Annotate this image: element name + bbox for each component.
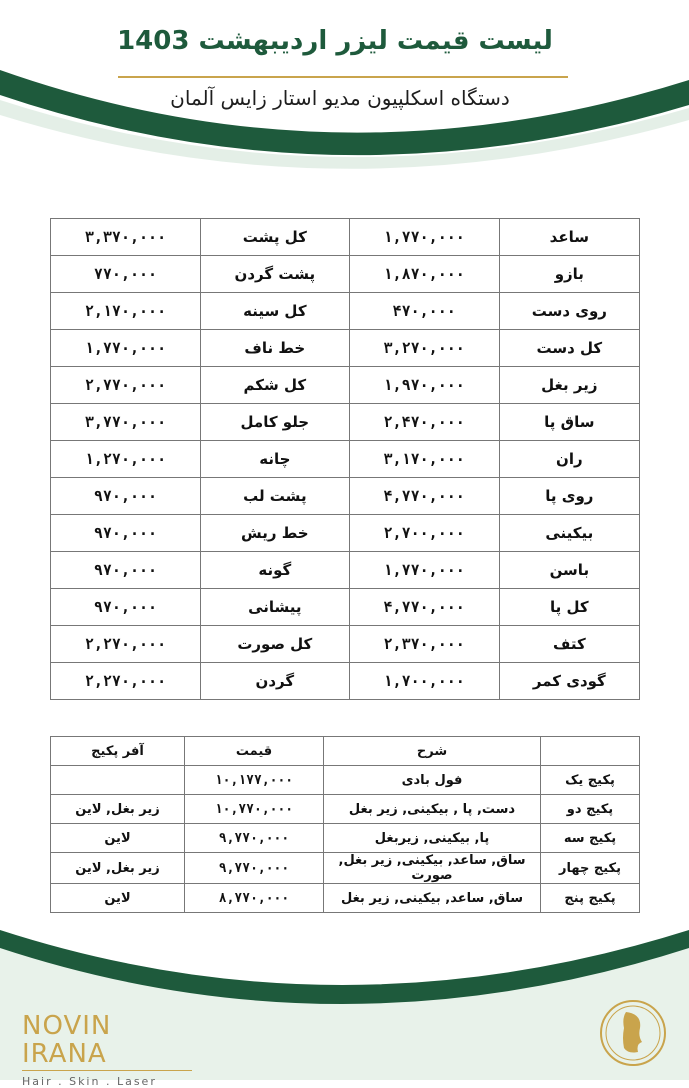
- price-table: [50, 218, 640, 700]
- price-value: ۲,۴۷۰,۰۰۰: [349, 404, 499, 441]
- package-price: ۹,۷۷۰,۰۰۰: [185, 853, 324, 884]
- title-divider: [118, 76, 568, 78]
- area-label: گونه: [200, 552, 349, 589]
- area-label: کل سینه: [200, 293, 349, 330]
- price-row: [51, 256, 640, 293]
- area-label: پشت گردن: [200, 256, 349, 293]
- package-offer: زیر بغل, لاین: [51, 795, 185, 824]
- package-offer: لاین: [51, 824, 185, 853]
- area-label: کل پشت: [200, 219, 349, 256]
- package-price: ۹,۷۷۰,۰۰۰: [185, 824, 324, 853]
- package-row: [51, 824, 640, 853]
- package-price-header: قیمت: [185, 737, 324, 766]
- package-name: پکیج یک: [541, 766, 640, 795]
- area-label: ساق پا: [499, 404, 639, 441]
- area-label: جلو کامل: [200, 404, 349, 441]
- package-offer: لاین: [51, 884, 185, 913]
- price-row: [51, 219, 640, 256]
- price-value: ۴,۷۷۰,۰۰۰: [349, 589, 499, 626]
- price-value: ۹۷۰,۰۰۰: [51, 589, 201, 626]
- area-label: پیشانی: [200, 589, 349, 626]
- woman-profile-emblem-icon: [598, 998, 668, 1068]
- price-value: ۱,۹۷۰,۰۰۰: [349, 367, 499, 404]
- area-label: ران: [499, 441, 639, 478]
- package-offer-header: آفر پکیج: [51, 737, 185, 766]
- price-value: ۱,۸۷۰,۰۰۰: [349, 256, 499, 293]
- price-row: [51, 404, 640, 441]
- package-row: [51, 853, 640, 884]
- package-description-header: شرح: [324, 737, 541, 766]
- package-row: [51, 884, 640, 913]
- price-value: ۲,۷۷۰,۰۰۰: [51, 367, 201, 404]
- area-label: ساعد: [499, 219, 639, 256]
- package-table: [50, 736, 640, 913]
- area-label: باسن: [499, 552, 639, 589]
- price-value: ۷۷۰,۰۰۰: [51, 256, 201, 293]
- price-value: ۹۷۰,۰۰۰: [51, 478, 201, 515]
- price-value: ۳,۱۷۰,۰۰۰: [349, 441, 499, 478]
- brand-divider: [22, 1070, 192, 1071]
- price-row: [51, 293, 640, 330]
- price-row: [51, 589, 640, 626]
- price-value: ۳,۳۷۰,۰۰۰: [51, 219, 201, 256]
- package-description: ساق, ساعد, بیکینی, زیر بغل: [324, 884, 541, 913]
- package-description: دست, پا , بیکینی, زیر بغل: [324, 795, 541, 824]
- area-label: کل صورت: [200, 626, 349, 663]
- area-label: کل پا: [499, 589, 639, 626]
- area-label: بیکینی: [499, 515, 639, 552]
- package-price: ۱۰,۷۷۰,۰۰۰: [185, 795, 324, 824]
- area-label: کل دست: [499, 330, 639, 367]
- price-value: ۱,۷۷۰,۰۰۰: [51, 330, 201, 367]
- area-label: روی دست: [499, 293, 639, 330]
- area-label: خط ناف: [200, 330, 349, 367]
- brand-name: NOVIN IRANA: [22, 1011, 112, 1069]
- price-value: ۱,۷۷۰,۰۰۰: [349, 552, 499, 589]
- package-offer: [51, 766, 185, 795]
- price-row: [51, 367, 640, 404]
- price-value: ۲,۲۷۰,۰۰۰: [51, 626, 201, 663]
- price-row: [51, 626, 640, 663]
- area-label: خط ریش: [200, 515, 349, 552]
- package-name-header: [541, 737, 640, 766]
- price-value: ۲,۷۰۰,۰۰۰: [349, 515, 499, 552]
- area-label: کتف: [499, 626, 639, 663]
- area-label: پشت لب: [200, 478, 349, 515]
- page-title: لیست قیمت لیزر اردیبهشت 1403: [117, 26, 553, 56]
- area-label: روی پا: [499, 478, 639, 515]
- price-row: [51, 330, 640, 367]
- price-value: ۱,۷۷۰,۰۰۰: [349, 219, 499, 256]
- price-value: ۲,۲۷۰,۰۰۰: [51, 663, 201, 700]
- page-subtitle: دستگاه اسکلپیون مدیو استار زایس آلمان: [170, 86, 510, 110]
- price-value: ۲,۱۷۰,۰۰۰: [51, 293, 201, 330]
- area-label: کل شکم: [200, 367, 349, 404]
- price-value: ۱,۷۰۰,۰۰۰: [349, 663, 499, 700]
- price-value: ۱,۲۷۰,۰۰۰: [51, 441, 201, 478]
- package-description: ساق, ساعد, بیکینی, زیر بغل, صورت: [324, 853, 541, 884]
- package-offer: زیر بغل, لاین: [51, 853, 185, 884]
- price-value: ۳,۲۷۰,۰۰۰: [349, 330, 499, 367]
- price-row: [51, 441, 640, 478]
- package-price: ۱۰,۱۷۷,۰۰۰: [185, 766, 324, 795]
- price-value: ۴۷۰,۰۰۰: [349, 293, 499, 330]
- package-description: فول بادی: [324, 766, 541, 795]
- price-row: [51, 515, 640, 552]
- package-name: پکیج دو: [541, 795, 640, 824]
- area-label: چانه: [200, 441, 349, 478]
- package-row: [51, 795, 640, 824]
- header-wave-decoration: [0, 60, 689, 180]
- price-value: ۴,۷۷۰,۰۰۰: [349, 478, 499, 515]
- area-label: بازو: [499, 256, 639, 293]
- package-name: پکیج پنج: [541, 884, 640, 913]
- package-description: پا, بیکینی, زیربغل: [324, 824, 541, 853]
- price-row: [51, 478, 640, 515]
- package-name: پکیج سه: [541, 824, 640, 853]
- package-price: ۸,۷۷۰,۰۰۰: [185, 884, 324, 913]
- price-row: [51, 663, 640, 700]
- area-label: زیر بغل: [499, 367, 639, 404]
- price-value: ۳,۷۷۰,۰۰۰: [51, 404, 201, 441]
- package-row: [51, 766, 640, 795]
- price-row: [51, 552, 640, 589]
- price-value: ۹۷۰,۰۰۰: [51, 515, 201, 552]
- brand-logo: [22, 1012, 202, 1088]
- package-header-row: [51, 737, 640, 766]
- area-label: گردن: [200, 663, 349, 700]
- price-value: ۲,۳۷۰,۰۰۰: [349, 626, 499, 663]
- package-name: پکیج چهار: [541, 853, 640, 884]
- price-value: ۹۷۰,۰۰۰: [51, 552, 201, 589]
- brand-tagline: Hair . Skin . Laser: [22, 1075, 157, 1088]
- area-label: گودی کمر: [499, 663, 639, 700]
